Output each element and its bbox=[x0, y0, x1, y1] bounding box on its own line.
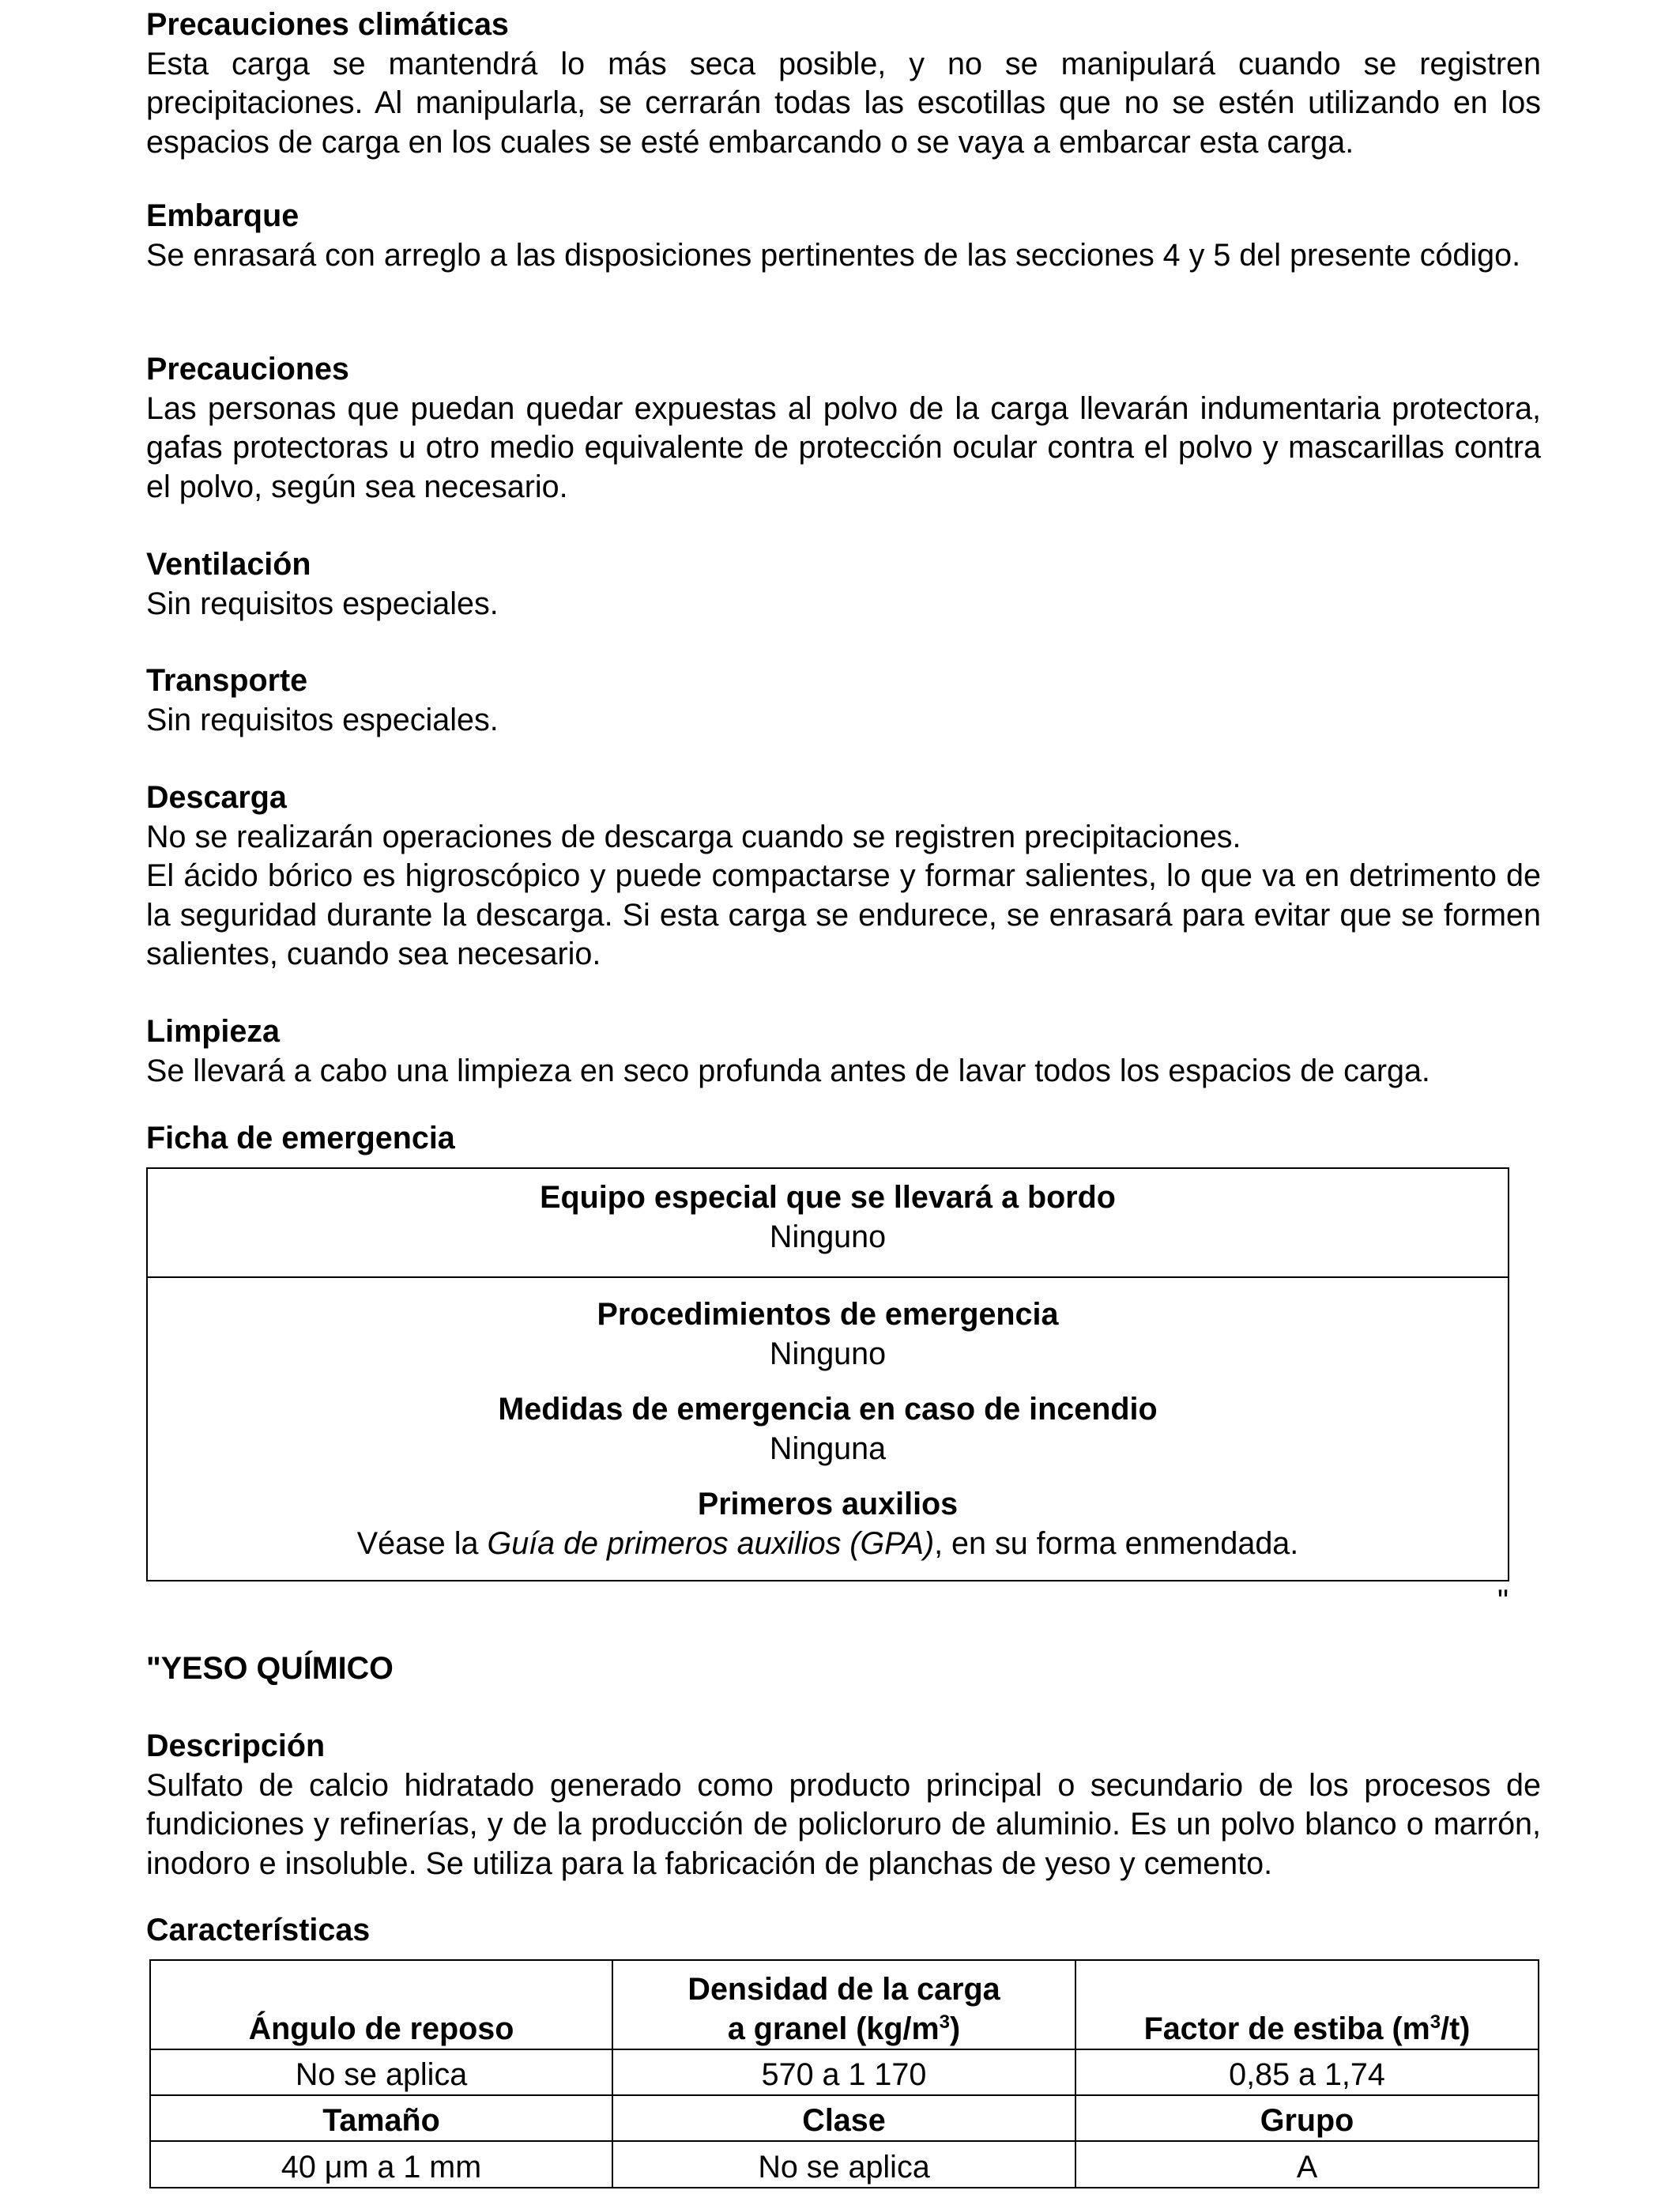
closing-quote: " bbox=[1497, 1584, 1509, 1619]
aux-text-pre: Véase la bbox=[356, 1525, 488, 1561]
procedimientos-block bbox=[148, 1295, 1508, 1374]
section-precauciones-climaticas bbox=[146, 6, 1541, 162]
section-ventilacion bbox=[146, 545, 1541, 624]
table-row bbox=[150, 2049, 1539, 2095]
caracteristicas-heading bbox=[146, 1911, 1541, 1951]
box-divider bbox=[148, 1276, 1508, 1278]
header-factor-text: Factor de estiba (m bbox=[1143, 2011, 1430, 2046]
header-grupo: Grupo bbox=[1075, 2095, 1539, 2141]
section-precauciones bbox=[146, 350, 1541, 507]
emergency-card-box bbox=[146, 1167, 1509, 1581]
section-body: Esta carga se mantendrá lo más seca posible, y no se manipulará cuando se registren precipitaciones. Al manipularla, se cerrarán todas las escotillas que no se estén utilizando en los espacios de carga en los cuales se esté embarcando o se vaya a embarcar esta carga. bbox=[146, 46, 1541, 160]
section-body: Se llevará a cabo una limpieza en seco profunda antes de lavar todos los espacios de carga. bbox=[146, 1053, 1430, 1088]
equipo-value: Ninguno bbox=[769, 1219, 887, 1254]
header-angulo-reposo: Ángulo de reposo bbox=[150, 1960, 612, 2049]
primeros-auxilios-title: Primeros auxilios bbox=[697, 1487, 959, 1521]
section-heading: Ventilación bbox=[146, 547, 311, 582]
header-factor-close: /t) bbox=[1441, 2011, 1471, 2046]
header-tamano: Tamaño bbox=[150, 2095, 612, 2141]
section-heading: Precauciones bbox=[146, 352, 349, 386]
header-densidad-close: ) bbox=[950, 2011, 961, 2046]
header-factor-estiba bbox=[1075, 1960, 1539, 2049]
section-body: Las personas que puedan quedar expuestas al polvo de la carga llevarán indumentaria protectora, gafas protectoras u otro medio equivalente de protección ocular contra el polvo y mascarillas contra el polvo, según sea necesario. bbox=[146, 390, 1541, 504]
aux-text-post: , en su forma enmendada. bbox=[934, 1525, 1299, 1561]
section-heading: Descarga bbox=[146, 780, 287, 815]
section-heading: Embarque bbox=[146, 198, 299, 233]
table-cell: 570 a 1 170 bbox=[612, 2049, 1075, 2095]
superscript: 3 bbox=[1430, 2011, 1441, 2033]
section-body: Se enrasará con arreglo a las disposiciones pertinentes de las secciones 4 y 5 del presente código. bbox=[146, 237, 1521, 273]
header-densidad-line2: a granel (kg/m bbox=[727, 2011, 940, 2046]
table-cell: No se aplica bbox=[150, 2049, 612, 2095]
primeros-auxilios-block bbox=[148, 1485, 1508, 1563]
table-cell: 40 μm a 1 mm bbox=[150, 2141, 612, 2188]
caracteristicas-table bbox=[149, 1959, 1539, 2188]
superscript: 3 bbox=[939, 2011, 950, 2033]
ficha-heading-text: Ficha de emergencia bbox=[146, 1121, 455, 1155]
section-body: No se realizarán operaciones de descarga cuando se registren precipitaciones. bbox=[146, 819, 1241, 854]
yeso-title bbox=[146, 1649, 1541, 1689]
table-row bbox=[150, 2141, 1539, 2188]
table-row bbox=[150, 1960, 1539, 2049]
ficha-heading bbox=[146, 1119, 1541, 1159]
table-cell: A bbox=[1075, 2141, 1539, 2188]
incendio-block bbox=[148, 1390, 1508, 1468]
section-descripcion bbox=[146, 1727, 1541, 1883]
caracteristicas-heading-text: Características bbox=[146, 1913, 371, 1947]
procedimientos-title: Procedimientos de emergencia bbox=[597, 1297, 1059, 1332]
incendio-title: Medidas de emergencia en caso de incendio bbox=[498, 1392, 1158, 1427]
section-embarque bbox=[146, 197, 1541, 275]
equipo-block bbox=[148, 1178, 1508, 1257]
header-clase: Clase bbox=[612, 2095, 1075, 2141]
primeros-auxilios-value bbox=[148, 1525, 1508, 1564]
section-heading: Precauciones climáticas bbox=[146, 7, 509, 42]
table-cell: No se aplica bbox=[612, 2141, 1075, 2188]
section-limpieza bbox=[146, 1012, 1541, 1091]
yeso-title-text: "YESO QUÍMICO bbox=[146, 1651, 394, 1686]
section-body-2: El ácido bórico es higroscópico y puede compactarse y formar salientes, lo que va en detrimento de la seguridad durante la descarga. Si esta carga se endurece, se enrasará para evitar que se formen salientes, cuando sea necesario. bbox=[146, 858, 1541, 971]
table-cell: 0,85 a 1,74 bbox=[1075, 2049, 1539, 2095]
incendio-value: Ninguna bbox=[769, 1431, 887, 1466]
section-body: Sin requisitos especiales. bbox=[146, 702, 499, 737]
section-body: Sin requisitos especiales. bbox=[146, 586, 499, 621]
aux-guide-title: Guía de primeros auxilios (GPA) bbox=[487, 1525, 935, 1561]
section-body: Sulfato de calcio hidratado generado como producto principal o secundario de los procesos de fundiciones y refinerías, y de la producción de policloruro de aluminio. Es un polvo blanco o marrón, inodoro e insoluble. Se utiliza para la fabricación de planchas de yeso y cemento. bbox=[146, 1767, 1541, 1881]
section-heading: Transporte bbox=[146, 663, 308, 698]
section-heading: Descripción bbox=[146, 1728, 326, 1763]
equipo-title: Equipo especial que se llevará a bordo bbox=[540, 1180, 1116, 1215]
header-densidad bbox=[612, 1960, 1075, 2049]
procedimientos-value: Ninguno bbox=[769, 1336, 887, 1371]
header-densidad-line1: Densidad de la carga bbox=[687, 1972, 1000, 2007]
section-transporte bbox=[146, 662, 1541, 740]
section-heading: Limpieza bbox=[146, 1014, 281, 1049]
table-row bbox=[150, 2095, 1539, 2141]
section-descarga bbox=[146, 778, 1541, 974]
